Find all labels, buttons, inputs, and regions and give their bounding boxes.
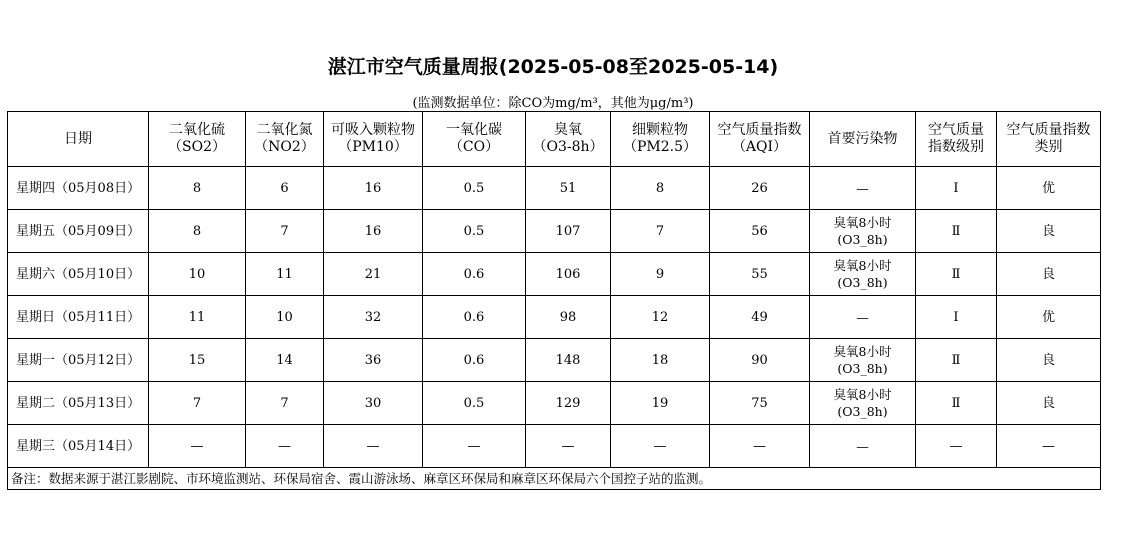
column-header	[916, 112, 997, 167]
o3-cell: 129	[526, 382, 611, 425]
column-header-line: 首要污染物	[827, 130, 898, 147]
so2-cell: 15	[149, 339, 246, 382]
no2-cell: 7	[246, 382, 324, 425]
date-cell: 星期五（05月09日）	[8, 210, 149, 253]
unit-note: (监测数据单位：除CO为mg/m³，其他为μg/m³)	[412, 96, 694, 111]
pm25-cell: 12	[611, 296, 710, 339]
primary-pollutant-cell	[810, 210, 916, 253]
o3-cell: 98	[526, 296, 611, 339]
aqi-cell: 26	[710, 167, 810, 210]
pollutant-code: (O3_8h)	[837, 232, 888, 247]
aqi-cell: 90	[710, 339, 810, 382]
aqi-cell: 49	[710, 296, 810, 339]
pollutant-name: —	[856, 180, 869, 196]
column-header	[710, 112, 810, 167]
aqi-category-cell: 优	[997, 296, 1101, 339]
column-header-line: 日期	[64, 130, 92, 147]
pollutant-name: —	[856, 309, 869, 325]
so2-cell: 10	[149, 253, 246, 296]
column-header	[423, 112, 526, 167]
pm10-cell: 36	[324, 339, 423, 382]
primary-pollutant-cell	[810, 296, 916, 339]
co-cell: 0.6	[423, 253, 526, 296]
column-header-subline: （SO2）	[168, 139, 226, 155]
primary-pollutant-cell	[810, 253, 916, 296]
report-title: 湛江市空气质量周报(2025-05-08至2025-05-14)	[327, 56, 779, 78]
air-quality-table	[7, 111, 1101, 490]
date-cell: 星期四（05月08日）	[8, 167, 149, 210]
pm10-cell: —	[324, 425, 423, 468]
pollutant-code: (O3_8h)	[837, 404, 888, 419]
pm10-cell: 30	[324, 382, 423, 425]
pm10-cell: 21	[324, 253, 423, 296]
column-header-subline: （PM10）	[338, 139, 408, 155]
column-header-subline: 指数级别	[928, 139, 984, 155]
column-header-line: 一氧化碳	[446, 122, 502, 138]
primary-pollutant-cell	[810, 425, 916, 468]
no2-cell: 14	[246, 339, 324, 382]
so2-cell: 7	[149, 382, 246, 425]
date-cell: 星期一（05月12日）	[8, 339, 149, 382]
table-body	[8, 167, 1101, 468]
aqi-level-cell: Ⅰ	[916, 296, 997, 339]
column-header	[149, 112, 246, 167]
pollutant-code: (O3_8h)	[837, 275, 888, 290]
aqi-level-cell: Ⅱ	[916, 382, 997, 425]
date-cell: 星期三（05月14日）	[8, 425, 149, 468]
co-cell: —	[423, 425, 526, 468]
aqi-category-cell: —	[997, 425, 1101, 468]
aqi-category-cell: 良	[997, 210, 1101, 253]
note-row	[8, 468, 1101, 490]
co-cell: 0.5	[423, 167, 526, 210]
column-header-line: 可吸入颗粒物	[331, 122, 415, 138]
aqi-level-cell: —	[916, 425, 997, 468]
pollutant-name: 臭氧8小时	[833, 344, 892, 359]
pollutant-name: —	[856, 438, 869, 454]
o3-cell: —	[526, 425, 611, 468]
table-row	[8, 339, 1101, 382]
pm25-cell: 19	[611, 382, 710, 425]
no2-cell: —	[246, 425, 324, 468]
column-header-subline: （O3-8h）	[532, 139, 604, 155]
aqi-category-cell: 优	[997, 167, 1101, 210]
footnote: 备注：数据来源于湛江影剧院、市环境监测站、环保局宿舍、霞山游泳场、麻章区环保局和麻章区环保局六个国控子站的监测。	[8, 468, 1101, 490]
table-row	[8, 425, 1101, 468]
column-header-subline: （CO）	[448, 139, 500, 155]
column-header	[810, 112, 916, 167]
so2-cell: —	[149, 425, 246, 468]
primary-pollutant-cell	[810, 167, 916, 210]
pm10-cell: 16	[324, 210, 423, 253]
aqi-category-cell: 良	[997, 253, 1101, 296]
so2-cell: 8	[149, 167, 246, 210]
pm25-cell: 18	[611, 339, 710, 382]
column-header-line: 臭氧	[554, 122, 582, 138]
aqi-cell: 75	[710, 382, 810, 425]
table-row	[8, 253, 1101, 296]
pollutant-name: 臭氧8小时	[833, 215, 892, 230]
pm25-cell: 7	[611, 210, 710, 253]
o3-cell: 106	[526, 253, 611, 296]
column-header	[997, 112, 1101, 167]
co-cell: 0.6	[423, 339, 526, 382]
table-row	[8, 167, 1101, 210]
primary-pollutant-cell	[810, 382, 916, 425]
date-cell: 星期六（05月10日）	[8, 253, 149, 296]
date-cell: 星期二（05月13日）	[8, 382, 149, 425]
co-cell: 0.6	[423, 296, 526, 339]
aqi-cell: 55	[710, 253, 810, 296]
table-row	[8, 382, 1101, 425]
table-row	[8, 210, 1101, 253]
primary-pollutant-cell	[810, 339, 916, 382]
no2-cell: 6	[246, 167, 324, 210]
pollutant-code: (O3_8h)	[837, 361, 888, 376]
column-header-line: 二氧化硫	[169, 122, 225, 138]
pm25-cell: 9	[611, 253, 710, 296]
column-header-line: 细颗粒物	[632, 122, 688, 138]
no2-cell: 10	[246, 296, 324, 339]
pm10-cell: 32	[324, 296, 423, 339]
table-header-row	[8, 112, 1101, 167]
column-header-subline: （NO2）	[254, 139, 315, 155]
so2-cell: 11	[149, 296, 246, 339]
so2-cell: 8	[149, 210, 246, 253]
co-cell: 0.5	[423, 210, 526, 253]
pollutant-name: 臭氧8小时	[833, 387, 892, 402]
pollutant-name: 臭氧8小时	[833, 258, 892, 273]
o3-cell: 107	[526, 210, 611, 253]
aqi-level-cell: Ⅱ	[916, 253, 997, 296]
column-header-subline: （PM2.5）	[622, 139, 698, 155]
o3-cell: 148	[526, 339, 611, 382]
column-header	[246, 112, 324, 167]
co-cell: 0.5	[423, 382, 526, 425]
pm25-cell: —	[611, 425, 710, 468]
column-header-subline: （AQI）	[731, 139, 788, 155]
aqi-cell: 56	[710, 210, 810, 253]
aqi-level-cell: Ⅱ	[916, 210, 997, 253]
pm10-cell: 16	[324, 167, 423, 210]
aqi-level-cell: Ⅰ	[916, 167, 997, 210]
aqi-category-cell: 良	[997, 382, 1101, 425]
o3-cell: 51	[526, 167, 611, 210]
column-header-line: 二氧化氮	[256, 122, 313, 138]
no2-cell: 7	[246, 210, 324, 253]
aqi-category-cell: 良	[997, 339, 1101, 382]
column-header-line: 空气质量指数	[1006, 122, 1091, 138]
column-header-line: 空气质量指数	[717, 122, 802, 138]
aqi-level-cell: Ⅱ	[916, 339, 997, 382]
pm25-cell: 8	[611, 167, 710, 210]
aqi-cell: —	[710, 425, 810, 468]
no2-cell: 11	[246, 253, 324, 296]
column-header	[324, 112, 423, 167]
column-header	[526, 112, 611, 167]
date-cell: 星期日（05月11日）	[8, 296, 149, 339]
column-header	[8, 112, 149, 167]
column-header	[611, 112, 710, 167]
column-header-line: 空气质量	[928, 122, 984, 138]
table-row	[8, 296, 1101, 339]
column-header-subline: 类别	[1034, 139, 1063, 155]
